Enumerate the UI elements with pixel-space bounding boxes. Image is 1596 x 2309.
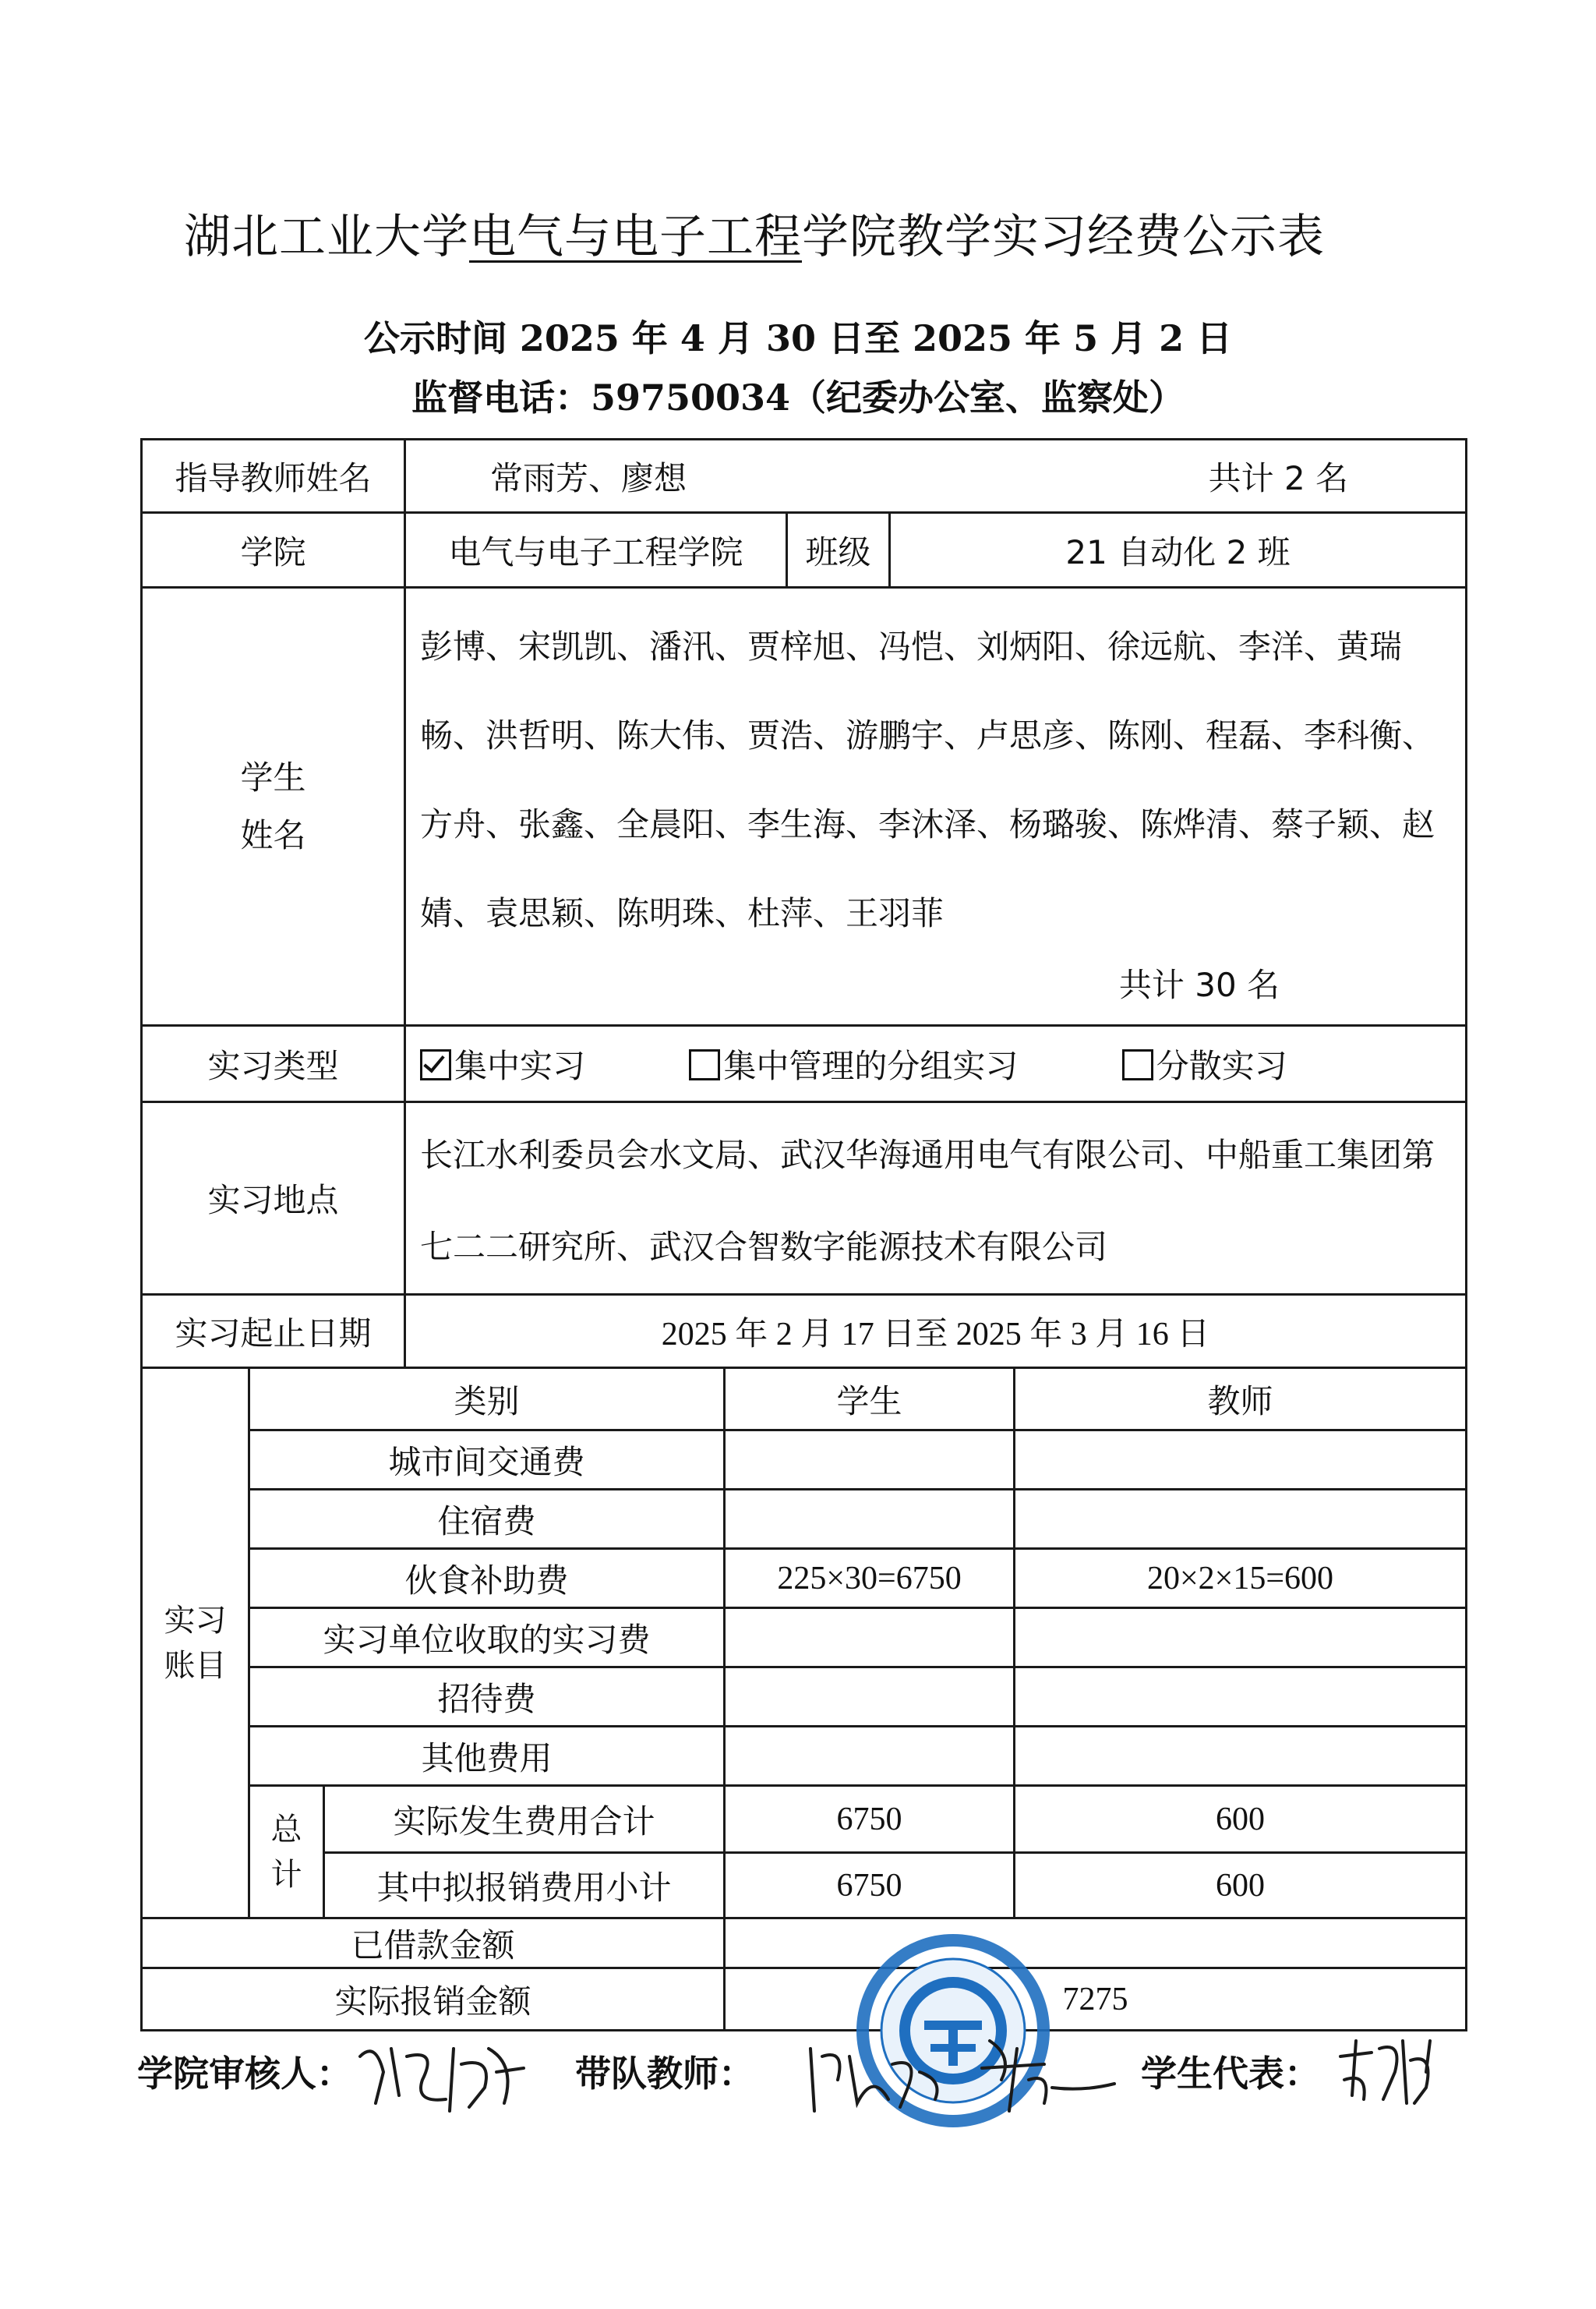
row-category: 伙食补助费	[249, 1549, 725, 1608]
students-total: 共计 30 名	[1118, 966, 1280, 1004]
table-row	[142, 1667, 1467, 1727]
dates-value: 2025 年 2 月 17 日至 2025 年 3 月 16 日	[405, 1295, 1467, 1368]
leader-signature-icon	[803, 2025, 1130, 2127]
borrowed-label: 已借款金额	[142, 1918, 725, 1968]
total-label: 总计	[270, 1811, 302, 1893]
row-category: 城市间交通费	[249, 1430, 725, 1490]
row-teacher-amount	[1015, 1608, 1467, 1667]
row-category: 实习单位收取的实习费	[249, 1608, 725, 1667]
accounts-label: 实习账目	[164, 1602, 227, 1684]
row-teacher-amount: 20×2×15=600	[1015, 1549, 1467, 1608]
supervision-phone: 监督电话：59750034（纪委办公室、监察处）	[411, 377, 1185, 419]
row-teacher-amount	[1015, 1430, 1467, 1490]
accounts-head-category: 类别	[249, 1368, 725, 1430]
dates-label: 实习起止日期	[142, 1295, 405, 1368]
row-teacher-amount	[1015, 1490, 1467, 1549]
expense-table	[140, 438, 1467, 2031]
table-row	[142, 1490, 1467, 1549]
accounts-label-cell	[142, 1368, 249, 1918]
borrowed-row	[142, 1918, 1467, 1968]
students-cell	[405, 588, 1467, 1026]
students-row	[142, 588, 1467, 1026]
reimburse-row	[142, 1968, 1467, 2031]
accounts-head-student: 学生	[725, 1368, 1015, 1430]
row-category: 住宿费	[249, 1490, 725, 1549]
reimburse-label: 实际报销金额	[142, 1968, 725, 2031]
publicity-period: 公示时间 2025 年 4 月 30 日至 2025 年 5 月 2 日	[363, 317, 1233, 359]
reimburse-value: 7275	[725, 1968, 1467, 2031]
college-row	[142, 513, 1467, 588]
subtotal-row	[142, 1853, 1467, 1918]
students-label-cell	[142, 588, 405, 1026]
leader-label: 带队教师：	[575, 2053, 754, 2095]
row-student-amount	[725, 1667, 1015, 1727]
table-row	[142, 1608, 1467, 1667]
subtotal-student: 6750	[725, 1853, 1015, 1918]
table-row	[142, 1430, 1467, 1490]
location-row	[142, 1102, 1467, 1295]
total-label-cell	[249, 1786, 324, 1918]
teacher-names: 常雨芳、廖想	[490, 458, 687, 497]
teacher-label: 指导教师姓名	[142, 440, 405, 513]
accounts-head-teacher: 教师	[1015, 1368, 1467, 1430]
student-rep-label: 学生代表：	[1141, 2053, 1320, 2095]
type-option-label: 集中实习	[454, 1046, 586, 1085]
location-cell	[405, 1102, 1467, 1295]
type-option-centralized[interactable]	[420, 1047, 585, 1085]
table-row	[142, 1727, 1467, 1786]
borrowed-value	[725, 1918, 1467, 1968]
total-name: 实际发生费用合计	[324, 1786, 725, 1853]
checkbox-icon[interactable]	[1122, 1049, 1153, 1080]
total-teacher: 600	[1015, 1786, 1467, 1853]
row-category: 其他费用	[249, 1727, 725, 1786]
class-label: 班级	[787, 513, 890, 588]
student-rep-signature-icon	[1333, 2025, 1442, 2111]
type-option-grouped[interactable]	[689, 1047, 1018, 1085]
teacher-total: 共计 2 名	[1208, 458, 1349, 497]
location-value: 长江水利委员会水文局、武汉华海通用电气有限公司、中船重工集团第七二二研究所、武汉合智数字能源技术有限公司	[420, 1136, 1435, 1266]
college-value: 电气与电子工程学院	[405, 513, 787, 588]
checkbox-checked-icon[interactable]	[420, 1049, 451, 1080]
students-label: 学生姓名	[240, 758, 306, 854]
row-student-amount	[725, 1727, 1015, 1786]
table-row	[142, 1549, 1467, 1608]
row-student-amount	[725, 1608, 1015, 1667]
type-row	[142, 1026, 1467, 1102]
row-student-amount: 225×30=6750	[725, 1549, 1015, 1608]
title-suffix: 学院教学实习经费公示表	[802, 210, 1325, 264]
title-college: 电气与电子工程	[469, 210, 802, 264]
type-options	[405, 1026, 1467, 1102]
reviewer-signature-icon	[352, 2025, 531, 2119]
college-label: 学院	[142, 513, 405, 588]
total-student: 6750	[725, 1786, 1015, 1853]
teacher-row	[142, 440, 1467, 513]
row-teacher-amount	[1015, 1727, 1467, 1786]
student-names: 彭博、宋凯凯、潘汛、贾梓旭、冯恺、刘炳阳、徐远航、李洋、黄瑞畅、洪哲明、陈大伟、贾浩、游鹏宇、卢思彦、陈刚、程磊、李科衡、方舟、张鑫、全晨阳、李生海、李沐泽、杨璐骏、陈烨清、蔡子颖、赵婧、袁思颖、陈明珠、杜萍、王羽菲	[420, 628, 1435, 932]
row-teacher-amount	[1015, 1667, 1467, 1727]
type-option-label: 分散实习	[1156, 1046, 1287, 1085]
page-title	[184, 201, 1431, 273]
teacher-cell	[405, 440, 1467, 513]
row-student-amount	[725, 1490, 1015, 1549]
type-label: 实习类型	[142, 1026, 405, 1102]
accounts-head-row	[142, 1368, 1467, 1430]
subtotal-teacher: 600	[1015, 1853, 1467, 1918]
class-value: 21 自动化 2 班	[890, 513, 1467, 588]
row-category: 招待费	[249, 1667, 725, 1727]
checkbox-icon[interactable]	[689, 1049, 720, 1080]
type-option-label: 集中管理的分组实习	[723, 1046, 1019, 1085]
subtotal-name: 其中拟报销费用小计	[324, 1853, 725, 1918]
row-student-amount	[725, 1430, 1015, 1490]
reviewer-label: 学院审核人：	[137, 2053, 352, 2095]
dates-row	[142, 1295, 1467, 1368]
total-row	[142, 1786, 1467, 1853]
type-option-dispersed[interactable]	[1122, 1047, 1287, 1085]
title-prefix: 湖北工业大学	[184, 210, 469, 264]
location-label: 实习地点	[142, 1102, 405, 1295]
